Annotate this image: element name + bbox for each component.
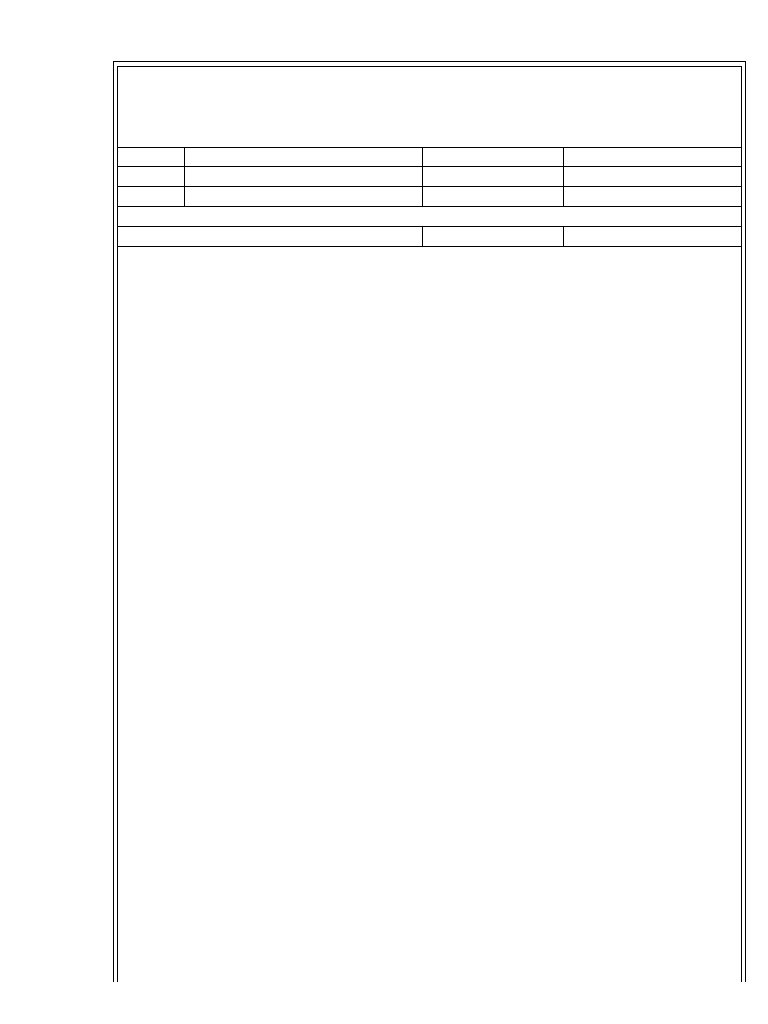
name-value (184, 148, 422, 166)
location-label (422, 148, 563, 166)
pan-label (422, 167, 563, 186)
doj-label (128, 187, 184, 206)
gender-value (563, 187, 741, 206)
employee-row-doj (117, 187, 741, 207)
spacer-row (117, 207, 741, 227)
emp-no-value (184, 167, 422, 186)
location-value (563, 148, 741, 166)
proof-header (563, 227, 741, 246)
section-header-row (117, 227, 741, 247)
employee-row-name (117, 147, 741, 167)
declaration-header (422, 227, 563, 246)
section-header (128, 227, 422, 246)
pan-value (563, 167, 741, 186)
employee-row-empno (117, 167, 741, 187)
gender-label (422, 187, 563, 206)
emp-no-label (128, 167, 184, 186)
name-label (128, 148, 184, 166)
doj-value (184, 187, 422, 206)
